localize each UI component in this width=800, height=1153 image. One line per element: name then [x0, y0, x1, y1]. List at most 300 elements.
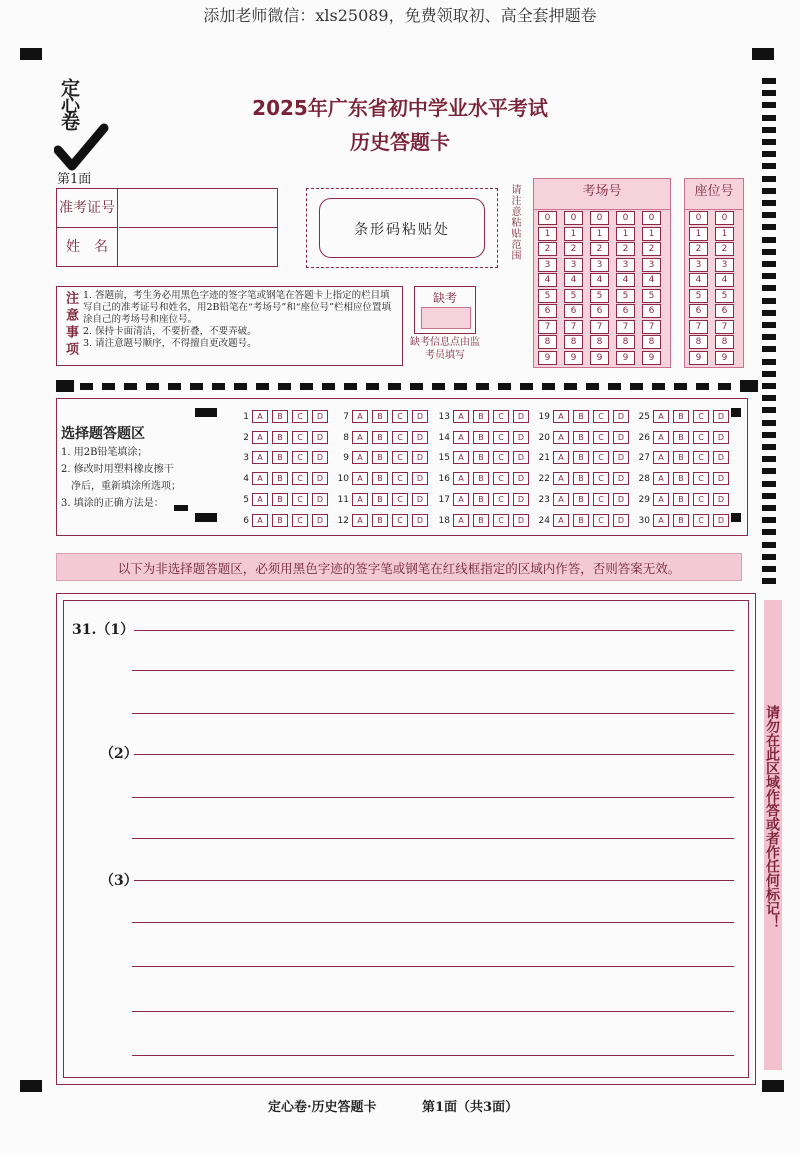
mc-option-bubble[interactable]: C [693, 451, 709, 464]
title-line-1: 2025年广东省初中学业水平考试 [252, 96, 548, 120]
footer-right: 第1面（共3面） [422, 1100, 519, 1115]
digit-bubble[interactable]: 1 [538, 227, 557, 241]
mc-question-row [432, 407, 533, 420]
timing-mark [762, 163, 776, 169]
corner-marker-bottom-left [20, 1080, 42, 1092]
digit-bubble[interactable]: 0 [642, 211, 661, 225]
mc-question-row [532, 407, 633, 420]
digit-bubble[interactable]: 9 [616, 351, 635, 365]
mc-option-bubble[interactable]: C [392, 514, 408, 527]
mc-option-bubble[interactable]: B [473, 451, 489, 464]
answer-line[interactable] [132, 922, 734, 923]
mc-option-bubble[interactable]: A [252, 431, 268, 444]
digit-bubble[interactable]: 0 [590, 211, 609, 225]
mc-option-bubble[interactable]: B [673, 431, 689, 444]
mc-option-bubble[interactable]: C [292, 493, 308, 506]
digit-bubble[interactable]: 4 [715, 273, 734, 287]
mc-question-number: 20 [538, 432, 550, 443]
watermark-text: 添加老师微信：xls25089，免费领取初、高全套押题卷 [203, 6, 597, 25]
timing-mark [762, 78, 776, 84]
timing-mark [762, 395, 776, 401]
question-31-2-label: （2） [100, 746, 138, 762]
digit-bubble[interactable]: 3 [590, 258, 609, 272]
answer-line[interactable] [132, 713, 734, 714]
digit-bubble[interactable]: 9 [642, 351, 661, 365]
mc-option-bubble[interactable]: D [713, 451, 729, 464]
timing-mark [762, 493, 776, 499]
mc-title: 选择题答题区 [61, 426, 145, 442]
mc-option-bubble[interactable]: D [513, 493, 529, 506]
notes-item: 1. 答题前，考生务必用黑色字迹的签字笔或钢笔在答题卡上指定的栏目填写自己的准考证号和姓名，用2B铅笔在“考场号”和“座位号”栏相应位置填涂自己的考场号和座位号。 [83, 290, 391, 325]
mc-option-bubble[interactable]: A [352, 410, 368, 423]
timing-mark [762, 212, 776, 218]
digit-bubble[interactable]: 4 [538, 273, 557, 287]
mc-option-bubble[interactable]: A [252, 451, 268, 464]
mc-option-bubble[interactable]: B [372, 451, 388, 464]
mc-option-bubble[interactable]: A [352, 431, 368, 444]
mc-option-bubble[interactable]: D [613, 472, 629, 485]
answer-line[interactable] [132, 838, 734, 839]
timing-mark [762, 383, 776, 389]
mc-option-bubble[interactable]: B [573, 431, 589, 444]
mc-option-bubble[interactable]: C [493, 493, 509, 506]
timing-mark [762, 529, 776, 535]
digit-bubble[interactable]: 2 [715, 242, 734, 256]
mc-question-number: 7 [343, 412, 349, 422]
digit-bubble[interactable]: 5 [689, 289, 708, 303]
digit-bubble[interactable]: 1 [616, 227, 635, 241]
mc-question-number: 18 [438, 515, 450, 526]
mc-option-bubble[interactable]: D [412, 493, 428, 506]
footer-left: 定心卷·历史答题卡 [268, 1100, 377, 1115]
mc-option-bubble[interactable]: A [553, 493, 569, 506]
mc-option-bubble[interactable]: C [392, 451, 408, 464]
mc-option-bubble[interactable]: B [573, 493, 589, 506]
digit-bubble[interactable]: 4 [590, 273, 609, 287]
mc-option-bubble[interactable]: A [453, 410, 469, 423]
mc-option-bubble[interactable]: C [593, 451, 609, 464]
name-field[interactable] [119, 228, 277, 266]
mc-option-bubble[interactable]: A [352, 451, 368, 464]
barcode-inner-box [319, 198, 485, 258]
digit-bubble[interactable]: 3 [538, 258, 557, 272]
timing-mark [762, 554, 776, 560]
mc-option-bubble[interactable]: D [412, 472, 428, 485]
mc-option-bubble[interactable]: C [493, 431, 509, 444]
notes-box [56, 286, 403, 366]
mc-option-bubble[interactable]: C [392, 410, 408, 423]
mc-option-bubble[interactable]: D [412, 431, 428, 444]
mc-option-bubble[interactable]: B [272, 493, 288, 506]
mc-option-bubble[interactable]: C [693, 514, 709, 527]
mc-option-bubble[interactable]: B [372, 431, 388, 444]
digit-bubble[interactable]: 9 [715, 351, 734, 365]
mc-option-bubble[interactable]: D [713, 472, 729, 485]
digit-bubble[interactable]: 4 [642, 273, 661, 287]
digit-bubble[interactable]: 9 [590, 351, 609, 365]
mc-option-bubble[interactable]: C [493, 514, 509, 527]
mc-question-number: 13 [438, 412, 450, 422]
mc-marker-bottom-left [195, 513, 217, 522]
mc-option-bubble[interactable]: D [312, 472, 328, 485]
digit-bubble[interactable]: 0 [564, 211, 583, 225]
digit-bubble[interactable]: 5 [538, 289, 557, 303]
mc-question-row [231, 428, 332, 441]
mc-option-bubble[interactable]: D [613, 431, 629, 444]
digit-bubble[interactable]: 3 [616, 258, 635, 272]
mc-option-bubble[interactable]: A [252, 514, 268, 527]
mc-option-bubble[interactable]: D [412, 451, 428, 464]
mc-option-bubble[interactable]: C [292, 431, 308, 444]
digit-bubble[interactable]: 2 [564, 242, 583, 256]
barcode-area [306, 188, 498, 268]
timing-mark [762, 188, 776, 194]
timing-mark [762, 542, 776, 548]
mc-question-number: 6 [243, 515, 249, 526]
mc-option-bubble[interactable]: D [713, 514, 729, 527]
digit-bubble[interactable]: 4 [689, 273, 708, 287]
digit-bubble[interactable]: 8 [538, 335, 557, 349]
mc-option-bubble[interactable]: B [372, 514, 388, 527]
digit-bubble[interactable]: 1 [564, 227, 583, 241]
digit-bubble[interactable]: 8 [715, 335, 734, 349]
mc-option-bubble[interactable]: B [573, 451, 589, 464]
answer-line[interactable] [132, 670, 734, 671]
mc-option-bubble[interactable]: A [453, 431, 469, 444]
mc-option-bubble[interactable]: B [272, 472, 288, 485]
absent-note: 缺考信息点由监考员填写 [410, 337, 480, 361]
mc-option-bubble[interactable]: B [473, 493, 489, 506]
mc-question-row [432, 448, 533, 464]
mc-option-bubble[interactable]: A [653, 431, 669, 444]
timing-mark [762, 176, 776, 182]
mc-question-row [331, 469, 432, 485]
digit-bubble[interactable]: 0 [689, 211, 708, 225]
mc-option-bubble[interactable]: A [252, 410, 268, 423]
mc-option-bubble[interactable]: C [693, 410, 709, 423]
mc-option-bubble[interactable]: A [553, 472, 569, 485]
digit-bubble[interactable]: 4 [564, 273, 583, 287]
timing-mark [762, 359, 776, 365]
digit-bubble[interactable]: 6 [590, 304, 609, 318]
timing-mark [762, 505, 776, 511]
digit-bubble[interactable]: 8 [689, 335, 708, 349]
digit-bubble[interactable]: 9 [689, 351, 708, 365]
mc-option-bubble[interactable]: C [693, 493, 709, 506]
mc-option-bubble[interactable]: D [513, 514, 529, 527]
mc-option-bubble[interactable]: C [392, 472, 408, 485]
mc-option-bubble[interactable]: A [553, 514, 569, 527]
mc-option-bubble[interactable]: A [653, 410, 669, 423]
mc-option-bubble[interactable]: D [312, 410, 328, 423]
mc-option-bubble[interactable]: C [392, 493, 408, 506]
separator-dashed-line [80, 383, 734, 390]
mc-question-number: 11 [337, 494, 349, 505]
digit-bubble[interactable]: 7 [564, 320, 583, 334]
mc-question-number: 26 [638, 432, 650, 443]
mc-option-bubble[interactable]: D [312, 493, 328, 506]
mc-question-number: 10 [337, 474, 349, 485]
mc-question-number: 1 [243, 412, 249, 422]
mc-question-number: 17 [438, 494, 450, 505]
title-line-2: 历史答题卡 [350, 130, 450, 154]
mc-option-bubble[interactable]: A [653, 451, 669, 464]
mc-option-bubble[interactable]: C [292, 472, 308, 485]
ticket-number-field[interactable] [119, 189, 277, 228]
digit-bubble[interactable]: 1 [689, 227, 708, 241]
digit-bubble[interactable]: 8 [642, 335, 661, 349]
timing-mark [762, 444, 776, 450]
mc-option-bubble[interactable]: B [272, 431, 288, 444]
digit-bubble[interactable]: 6 [689, 304, 708, 318]
mc-option-bubble[interactable]: C [593, 472, 609, 485]
mc-option-bubble[interactable]: A [252, 472, 268, 485]
mc-question-row [632, 407, 733, 420]
mc-option-bubble[interactable]: C [493, 410, 509, 423]
mc-option-bubble[interactable]: A [252, 493, 268, 506]
mc-option-bubble[interactable]: A [653, 472, 669, 485]
mc-option-bubble[interactable]: B [473, 410, 489, 423]
timing-mark [762, 200, 776, 206]
digit-bubble[interactable]: 5 [715, 289, 734, 303]
mc-option-bubble[interactable]: B [272, 514, 288, 527]
digit-bubble[interactable]: 3 [564, 258, 583, 272]
mc-option-bubble[interactable]: B [673, 472, 689, 485]
digit-bubble[interactable]: 8 [564, 335, 583, 349]
notes-item: 3. 请注意题号顺序，不得擅自更改题号。 [83, 338, 257, 349]
timing-mark [762, 273, 776, 279]
digit-bubble[interactable]: 7 [642, 320, 661, 334]
mc-option-bubble[interactable]: B [673, 514, 689, 527]
digit-bubble[interactable]: 3 [689, 258, 708, 272]
digit-bubble[interactable]: 5 [616, 289, 635, 303]
timing-mark [762, 346, 776, 352]
mc-question-row [331, 490, 432, 503]
mc-question-number: 30 [638, 515, 650, 526]
digit-bubble[interactable]: 9 [564, 351, 583, 365]
mc-question-row [231, 407, 332, 420]
mc-option-bubble[interactable]: D [312, 514, 328, 527]
mc-question-row [532, 490, 633, 503]
mc-option-bubble[interactable]: D [312, 451, 328, 464]
mc-option-bubble[interactable]: A [653, 514, 669, 527]
answer-line[interactable] [132, 966, 734, 967]
digit-bubble[interactable]: 6 [642, 304, 661, 318]
mc-option-bubble[interactable]: D [312, 431, 328, 444]
non-mc-banner [56, 553, 742, 581]
mc-option-bubble[interactable]: D [613, 493, 629, 506]
mc-option-bubble[interactable]: B [272, 410, 288, 423]
digit-bubble[interactable]: 4 [616, 273, 635, 287]
timing-mark [762, 456, 776, 462]
mc-option-bubble[interactable]: B [372, 493, 388, 506]
digit-bubble[interactable]: 1 [715, 227, 734, 241]
digit-bubble[interactable]: 2 [538, 242, 557, 256]
separator-marker-left [56, 380, 74, 392]
mc-option-bubble[interactable]: A [352, 514, 368, 527]
answer-line[interactable] [134, 630, 734, 631]
mc-question-row [632, 469, 733, 485]
mc-notes [61, 444, 181, 512]
notes-list [83, 290, 395, 350]
mc-option-bubble[interactable]: C [292, 410, 308, 423]
mc-question-row [432, 428, 533, 441]
mc-question-number: 28 [638, 474, 650, 485]
mc-question-number: 19 [538, 412, 550, 422]
digit-bubble[interactable]: 6 [564, 304, 583, 318]
digit-bubble[interactable]: 2 [642, 242, 661, 256]
digit-bubble[interactable]: 7 [616, 320, 635, 334]
mc-option-bubble[interactable]: A [453, 451, 469, 464]
mc-option-bubble[interactable]: A [653, 493, 669, 506]
mc-option-bubble[interactable]: C [392, 431, 408, 444]
digit-bubble[interactable]: 5 [590, 289, 609, 303]
timing-mark [762, 481, 776, 487]
mc-option-bubble[interactable]: C [593, 514, 609, 527]
seat-grid [684, 178, 744, 368]
answer-line[interactable] [132, 1011, 734, 1012]
mc-option-bubble[interactable]: B [473, 431, 489, 444]
mc-option-bubble[interactable]: A [553, 431, 569, 444]
digit-bubble[interactable]: 2 [689, 242, 708, 256]
digit-bubble[interactable]: 1 [590, 227, 609, 241]
digit-bubble[interactable]: 7 [538, 320, 557, 334]
digit-bubble[interactable]: 6 [616, 304, 635, 318]
mc-option-bubble[interactable]: D [613, 514, 629, 527]
digit-bubble[interactable]: 3 [642, 258, 661, 272]
mc-option-bubble[interactable]: B [673, 493, 689, 506]
mc-option-bubble[interactable]: A [352, 493, 368, 506]
candidate-info-box [56, 188, 278, 267]
mc-option-bubble[interactable]: D [513, 451, 529, 464]
mc-option-bubble[interactable]: B [272, 451, 288, 464]
mc-question-row [231, 448, 332, 464]
mc-question-row [632, 511, 733, 524]
answer-line[interactable] [134, 880, 734, 881]
digit-bubble[interactable]: 5 [564, 289, 583, 303]
separator-marker-right [740, 380, 758, 392]
digit-bubble[interactable]: 6 [715, 304, 734, 318]
mc-question-row [632, 428, 733, 441]
mc-option-bubble[interactable]: B [473, 514, 489, 527]
mc-question-number: 21 [538, 453, 550, 464]
mc-question-number: 9 [343, 453, 349, 464]
timing-mark [762, 371, 776, 377]
mc-question-row [432, 511, 533, 524]
mc-option-bubble[interactable]: B [573, 514, 589, 527]
digit-bubble[interactable]: 8 [590, 335, 609, 349]
mc-question-row [632, 448, 733, 464]
digit-bubble[interactable]: 9 [538, 351, 557, 365]
mc-option-bubble[interactable]: C [593, 493, 609, 506]
mc-option-bubble[interactable]: A [453, 514, 469, 527]
mc-option-bubble[interactable]: A [453, 493, 469, 506]
digit-bubble[interactable]: 7 [590, 320, 609, 334]
mc-option-bubble[interactable]: D [713, 431, 729, 444]
timing-mark [762, 322, 776, 328]
multiple-choice-area [56, 398, 748, 536]
digit-bubble[interactable]: 5 [642, 289, 661, 303]
mc-option-bubble[interactable]: B [372, 410, 388, 423]
answer-line[interactable] [134, 754, 734, 755]
mc-question-row [532, 428, 633, 441]
digit-bubble[interactable]: 0 [715, 211, 734, 225]
mc-option-bubble[interactable]: A [453, 472, 469, 485]
mc-question-row [331, 407, 432, 420]
mc-option-bubble[interactable]: B [473, 472, 489, 485]
digit-bubble[interactable]: 2 [590, 242, 609, 256]
mc-option-bubble[interactable]: D [412, 410, 428, 423]
digit-bubble[interactable]: 0 [616, 211, 635, 225]
digit-bubble[interactable]: 6 [538, 304, 557, 318]
timing-mark [762, 420, 776, 426]
mc-option-bubble[interactable]: C [593, 431, 609, 444]
question-31-3-label: （3） [100, 873, 138, 889]
digit-bubble[interactable]: 7 [715, 320, 734, 334]
mc-option-bubble[interactable]: D [613, 451, 629, 464]
digit-bubble[interactable]: 3 [715, 258, 734, 272]
mc-option-bubble[interactable]: A [352, 472, 368, 485]
absent-box [414, 286, 476, 334]
timing-mark [762, 334, 776, 340]
absent-bubble[interactable] [421, 307, 471, 329]
mc-note-item: 净后，重新填涂所选项； [61, 481, 181, 492]
mc-option-bubble[interactable]: C [493, 472, 509, 485]
digit-bubble[interactable]: 7 [689, 320, 708, 334]
mc-option-bubble[interactable]: B [372, 472, 388, 485]
answer-line[interactable] [132, 797, 734, 798]
mc-option-bubble[interactable]: A [553, 410, 569, 423]
mc-option-bubble[interactable]: D [412, 514, 428, 527]
corner-marker-top-left [20, 48, 42, 60]
mc-option-bubble[interactable]: D [513, 431, 529, 444]
mc-option-bubble[interactable]: C [693, 472, 709, 485]
mc-question-number: 3 [243, 453, 249, 464]
mc-option-bubble[interactable]: D [513, 472, 529, 485]
mc-option-bubble[interactable]: D [713, 493, 729, 506]
mc-option-bubble[interactable]: C [292, 514, 308, 527]
mc-option-bubble[interactable]: B [573, 472, 589, 485]
timing-mark [762, 407, 776, 413]
exam-room-label: 考场号 [534, 179, 670, 210]
barcode-label: 条形码粘贴处 [354, 222, 450, 238]
mc-option-bubble[interactable]: C [593, 410, 609, 423]
mc-question-number: 16 [438, 474, 450, 485]
mc-question-row [331, 428, 432, 441]
mc-option-bubble[interactable]: B [673, 410, 689, 423]
mc-option-bubble[interactable]: B [673, 451, 689, 464]
digit-bubble[interactable]: 1 [642, 227, 661, 241]
mc-option-bubble[interactable]: D [713, 410, 729, 423]
barcode-hint: 请注意粘贴范围 [509, 184, 520, 261]
digit-bubble[interactable]: 0 [538, 211, 557, 225]
digit-bubble[interactable]: 2 [616, 242, 635, 256]
exam-room-grid [533, 178, 671, 368]
mc-option-bubble[interactable]: D [613, 410, 629, 423]
mc-option-bubble[interactable]: D [513, 410, 529, 423]
digit-bubble[interactable]: 8 [616, 335, 635, 349]
side-warning-text: 请勿在此区域作答或者作任何标记！ [764, 705, 780, 929]
mc-option-bubble[interactable]: A [553, 451, 569, 464]
mc-option-bubble[interactable]: C [493, 451, 509, 464]
name-label: 姓 名 [57, 228, 118, 266]
mc-option-bubble[interactable]: B [573, 410, 589, 423]
mc-option-bubble[interactable]: C [693, 431, 709, 444]
question-31-label: 31.（1） [72, 622, 135, 638]
mc-question-number: 22 [538, 474, 550, 485]
answer-line[interactable] [132, 1055, 734, 1056]
mc-option-bubble[interactable]: C [292, 451, 308, 464]
